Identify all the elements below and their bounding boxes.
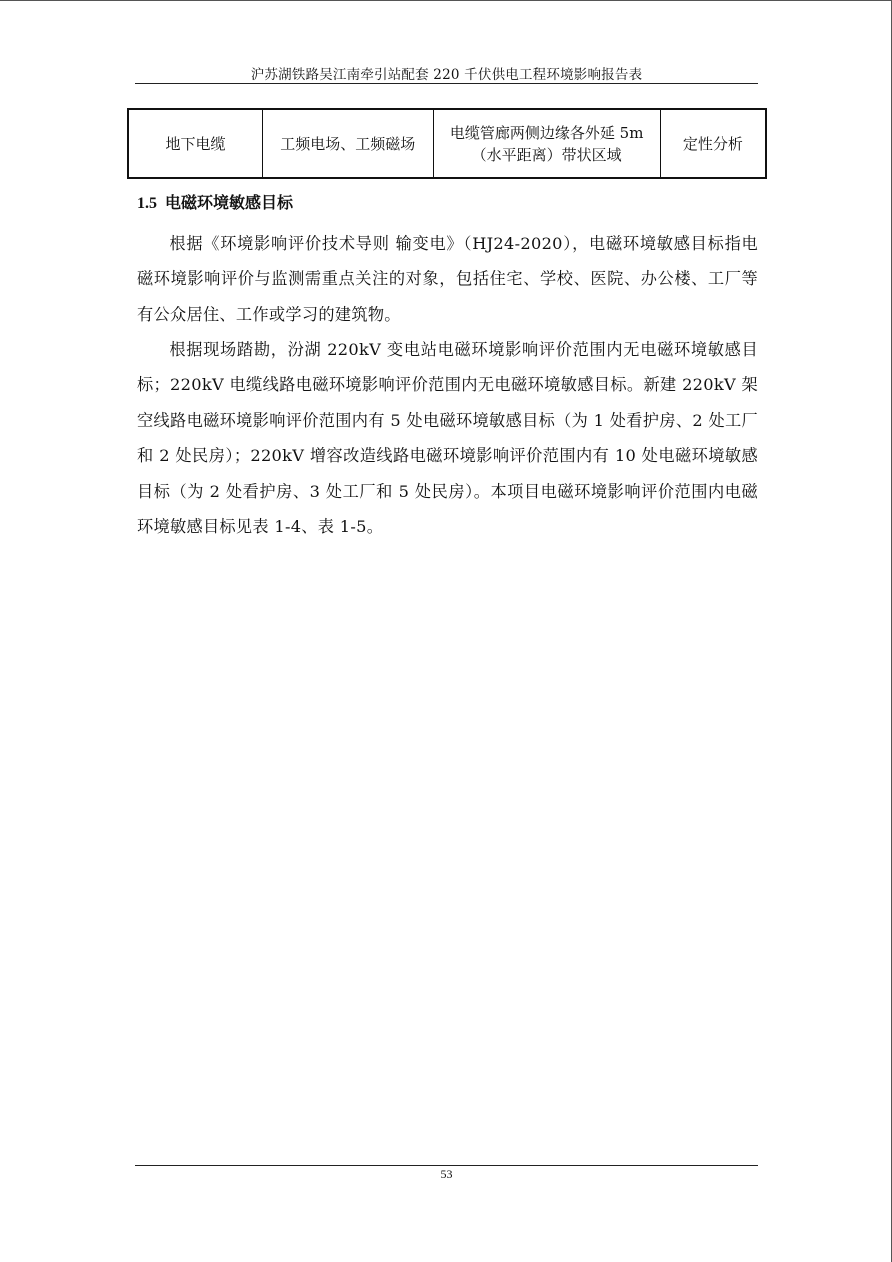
table-cell-range (433, 109, 660, 178)
table-cell-factor: 工频电场、工频磁场 (263, 109, 433, 178)
paragraph: 根据《环境影响评价技术导则 输变电》（HJ24-2020），电磁环境敏感目标指电磁环境影响评价与监测需重点关注的对象，包括住宅、学校、医院、办公楼、工厂等有公众居住、工作或学习的建筑物。 (137, 234, 758, 324)
header-rule (135, 83, 758, 84)
section-heading (137, 190, 293, 213)
range-line-1: 电缆管廊两侧边缘各外延 5m (449, 123, 644, 142)
paragraph: 根据现场踏勘，汾湖 220kV 变电站电磁环境影响评价范围内无电磁环境敏感目标；220kV 电缆线路电磁环境影响评价范围内无电磁环境敏感目标。新建 220kV 架空线路电磁环境影响评价范围内有 5 处电磁环境敏感目标（为 1 处看护房、2 处工厂和 2 处民房）；220kV 增容改造线路电磁环境影响评价范围内有 10 处电磁环境敏感目标（为 2 处看护房、3 处工厂和 5 处民房）。本项目电磁环境影响评价范围内电磁环境敏感目标见表 1-4、表 1-5。 (137, 340, 758, 537)
table-row (128, 109, 766, 178)
table-cell-object: 地下电缆 (128, 109, 263, 178)
page-border-top (0, 0, 892, 1)
page-number: 53 (440, 1167, 453, 1181)
range-line-2: （水平距离）带状区域 (471, 145, 622, 164)
running-header: 沪苏湖铁路吴江南牵引站配套 220 千伏供电工程环境影响报告表 (250, 67, 643, 83)
assessment-scope-table (127, 108, 767, 179)
table-cell-method: 定性分析 (660, 109, 766, 178)
footer-rule (135, 1165, 758, 1166)
section-title: 电磁环境敏感目标 (165, 193, 294, 212)
section-number: 1.5 (137, 195, 157, 212)
